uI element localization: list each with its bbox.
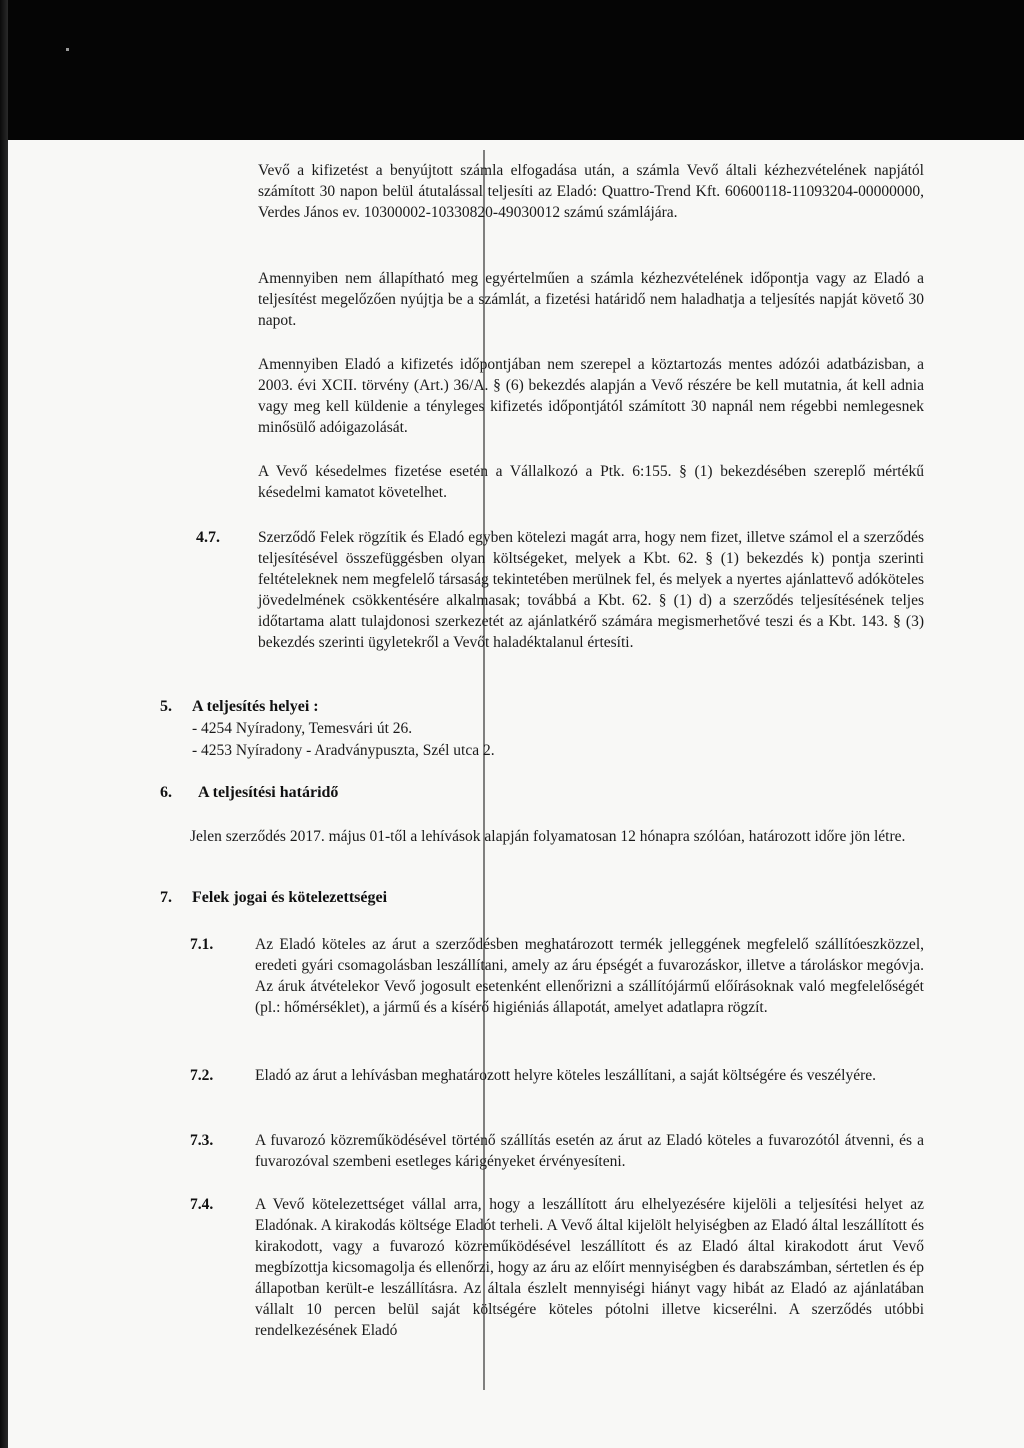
section-7-1-number: 7.1. (190, 936, 214, 953)
scan-dark-band (0, 0, 1024, 140)
address-line-1: - 4254 Nyíradony, Temesvári út 26. (192, 720, 413, 737)
section-5-title: A teljesítés helyei : (192, 698, 319, 715)
scan-left-edge (0, 0, 8, 1448)
section-6-text: Jelen szerződés 2017. május 01-től a lehívások alapján folyamatosan 12 hónapra szólóan, határozott időre jön létre. (190, 828, 906, 845)
tax-certificate-paragraph: Amennyiben Eladó a kifizetés időpontjában nem szerepel a köztartozás mentes adózói adatbázisban, a 2003. évi XCII. törvény (Art.) 36/A. § (6) bekezdés alapján a Vevő részére be kell mutatnia, át kell adnia vagy meg kell küldenie a tényleges kifizetés időpontjától számított 30 napnál nem régebbi nemlegesnek minősülő adóigazolását. (258, 356, 924, 436)
section-7-4-text: A Vevő kötelezettséget vállal arra, hogy a leszállított áru elhelyezésére kijelöli a teljesítési helyet az Eladónak. A kirakodás költsége Eladót terheli. A Vevő által kijelölt helyiségben az Eladó által leszállított és kirakodott, vagy a fuvarozó közreműködésével leszállított és az Eladó által kirakodott árut Vevő megbízottja kicsomagolja és ellenőrzi, hogy az áru az előírt mennyiségben és darabszámban, sértetlen és ép állapotban került-e leszállításra. Az általa észlelt mennyiségi hiányt vagy hibát az Eladó az ajánlatában vállalt 10 percen belül saját költségére köteles pótolni illetve kicserélni. A szerződés utóbbi rendelkezésének Eladó (255, 1196, 924, 1339)
section-4-7-text: Szerződő Felek rögzítik és Eladó egyben kötelezi magát arra, hogy nem fizet, illetve számol el a szerződés teljesítésével összefüggésben olyan költségeket, melyek a Kbt. 62. § (1) bekezdés k) pontja szerinti feltételeknek nem megfelelő társaság tekintetében merülnek fel, és melyek a nyertes ajánlattevő adóköteles jövedelmének csökkentésére alkalmasak; továbbá a Kbt. 62. § (1) d) a szerződés teljesítésének teljes időtartama alatt tulajdonosi szerkezetét az ajánlatkérő számára megismerhetővé teszi és a Kbt. 143. § (3) bekezdés szerinti ügyletekről a Vevőt haladéktalanul értesíti. (258, 529, 924, 651)
section-6-number: 6. (160, 784, 172, 801)
scan-speck (66, 48, 69, 51)
section-7-2-text: Eladó az árut a lehívásban meghatározott helyre köteles leszállítani, a saját költségére és veszélyére. (255, 1067, 877, 1084)
section-7-1-text: Az Eladó köteles az árut a szerződésben meghatározott termék jelleggének megfelelő szállítóeszközzel, eredeti gyári csomagolásban leszállítani, amely az áru épségét a fuvarozáskor, illetve a tároláskor megóvja. Az áruk átvételekor Vevő jogosult esetenként ellenőrizni a szállítójármű előírásoknak való megfelelőségét (pl.: hőmérséklet), a jármű és a kísérő higiéniás állapotát, amelyet adatlapra rögzít. (255, 936, 924, 1016)
section-4-7-number: 4.7. (196, 529, 220, 546)
section-6-title: A teljesítési határidő (198, 784, 339, 801)
payment-paragraph: Vevő a kifizetést a benyújtott számla elfogadása után, a számla Vevő általi kézhezvételének napjától számított 30 napon belül átutalással teljesíti az Eladó: Quattro-Trend Kft. 60600118-11093204-00000000, Verdes János ev. 10300002-10330820-49030012 számú számlájára. (258, 162, 924, 221)
section-7-2-number: 7.2. (190, 1067, 214, 1084)
section-7-title: Felek jogai és kötelezettségei (192, 889, 388, 906)
invoice-date-paragraph: Amennyiben nem állapítható meg egyértelműen a számla kézhezvételének időpontja vagy az Eladó a teljesítést megelőzően nyújtja be a számlát, a fizetési határidő nem haladhatja a teljesítés napját követő 30 napot. (258, 270, 924, 329)
address-line-2: - 4253 Nyíradony - Aradványpuszta, Szél utca 2. (192, 742, 495, 759)
section-7-3-number: 7.3. (190, 1132, 214, 1149)
section-7-3-text: A fuvarozó közreműködésével történő szállítás esetén az árut az Eladó köteles a fuvarozótól átvenni, és a fuvarozóval szembeni esetleges kárigényeket érvényesíteni. (255, 1132, 924, 1170)
section-7-number: 7. (160, 889, 172, 906)
late-payment-paragraph: A Vevő késedelmes fizetése esetén a Vállalkozó a Ptk. 6:155. § (1) bekezdésében szereplő mértékű késedelmi kamatot követelhet. (258, 463, 924, 501)
section-5-number: 5. (160, 698, 172, 715)
section-7-4-number: 7.4. (190, 1196, 214, 1213)
